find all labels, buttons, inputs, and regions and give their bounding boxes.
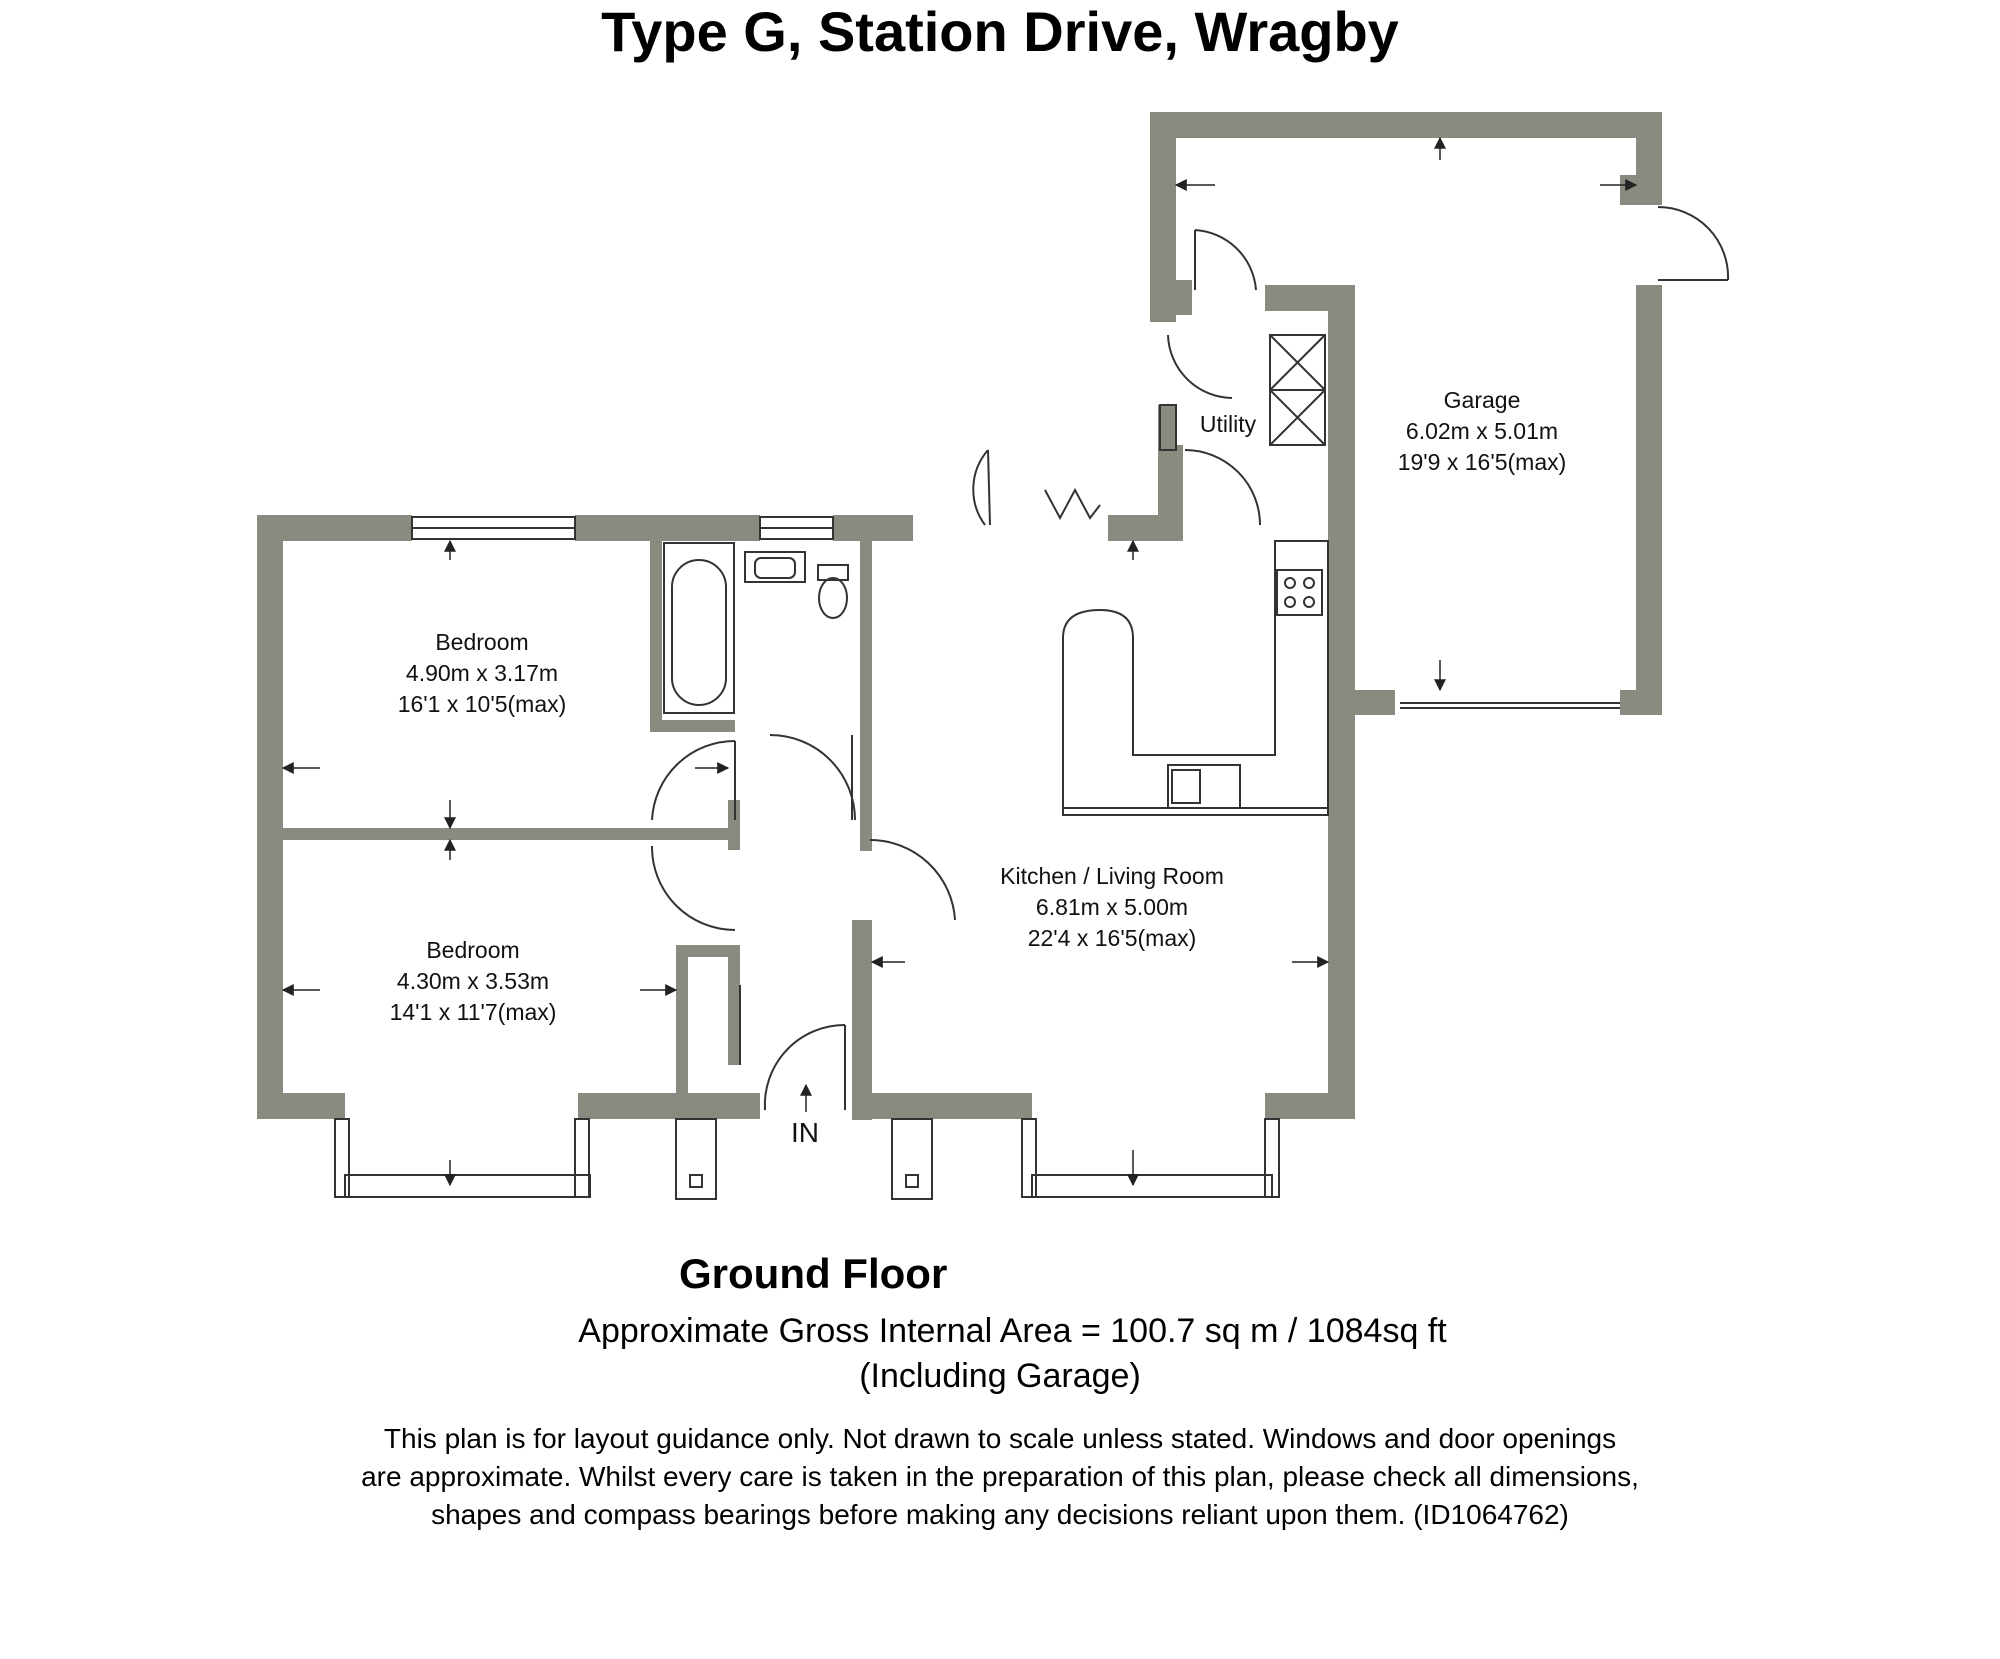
disclaimer-line-2: are approximate. Whilst every care is taken in the preparation of this plan, please check all dimensions,	[361, 1461, 1639, 1492]
wall-hall-front-left	[740, 1093, 760, 1119]
garage-name: Garage	[1443, 387, 1521, 413]
wall-bath-bottom	[650, 720, 735, 732]
wall-kitchen-bottom-left	[852, 1093, 1032, 1119]
wall-garage-right-foot	[1620, 690, 1662, 715]
bedroom2-metric: 4.30m x 3.53m	[396, 968, 550, 994]
wall-garage-left-upper	[1150, 112, 1176, 322]
wall-bath-left	[650, 541, 662, 730]
kitchen-metric: 6.81m x 5.00m	[1035, 894, 1189, 920]
kitchen-name: Kitchen / Living Room	[1000, 863, 1224, 889]
wall-kitchen-right	[1328, 285, 1355, 1119]
wall-bedroom-bottom-left	[257, 1093, 345, 1119]
wall-hall-cupboard-left	[676, 945, 688, 1120]
bedroom2-imperial: 14'1 x 11'7(max)	[389, 999, 557, 1025]
wall-bedroom-bottom-right	[578, 1093, 760, 1119]
garage-metric: 6.02m x 5.01m	[1405, 418, 1559, 444]
wall-bedroom-top-mid	[575, 515, 760, 541]
floor-name: Ground Floor	[679, 1250, 948, 1297]
disclaimer-line-1: This plan is for layout guidance only. Not drawn to scale unless stated. Windows and door openings	[383, 1423, 1617, 1454]
wall-bedroom-divider	[283, 828, 740, 840]
wall-garage-left-stub	[1176, 280, 1192, 315]
wall-utility-left-lower	[1158, 445, 1183, 541]
disclaimer	[0, 1420, 2000, 1534]
wall-garage-right-stub	[1620, 175, 1662, 205]
room-labels	[390, 387, 1567, 1148]
plan-title: Type G, Station Drive, Wragby	[601, 0, 1399, 63]
wall-garage-top	[1150, 112, 1662, 138]
entrance-label: IN	[791, 1117, 819, 1148]
garage-imperial: 19'9 x 16'5(max)	[1397, 449, 1567, 475]
bedroom1-name: Bedroom	[435, 629, 529, 655]
utility-name: Utility	[1199, 411, 1257, 437]
window-frames	[335, 405, 1620, 1197]
wall-garage-left-foot	[1355, 690, 1395, 715]
wall-hall-right-lower	[852, 920, 872, 1120]
door-swings	[652, 207, 1728, 1110]
bedroom2-name: Bedroom	[426, 937, 520, 963]
wall-garage-right-lower	[1636, 285, 1662, 715]
wall-bedroom-left	[257, 515, 283, 1119]
wall-bath-top-right	[833, 515, 913, 541]
bedroom1-imperial: 16'1 x 10'5(max)	[397, 691, 567, 717]
wall-utility-top	[1265, 285, 1355, 311]
area-line: Approximate Gross Internal Area = 100.7 sq m / 1084sq ft	[578, 1312, 1447, 1350]
disclaimer-line-3: shapes and compass bearings before making any decisions reliant upon them. (ID1064762)	[431, 1499, 1569, 1530]
bedroom1-metric: 4.90m x 3.17m	[405, 660, 559, 686]
kitchen-imperial: 22'4 x 16'5(max)	[1027, 925, 1197, 951]
wall-bath-right	[860, 541, 872, 851]
area-note: (Including Garage)	[859, 1357, 1141, 1395]
wall-hall-cupboard-right	[728, 945, 740, 1065]
